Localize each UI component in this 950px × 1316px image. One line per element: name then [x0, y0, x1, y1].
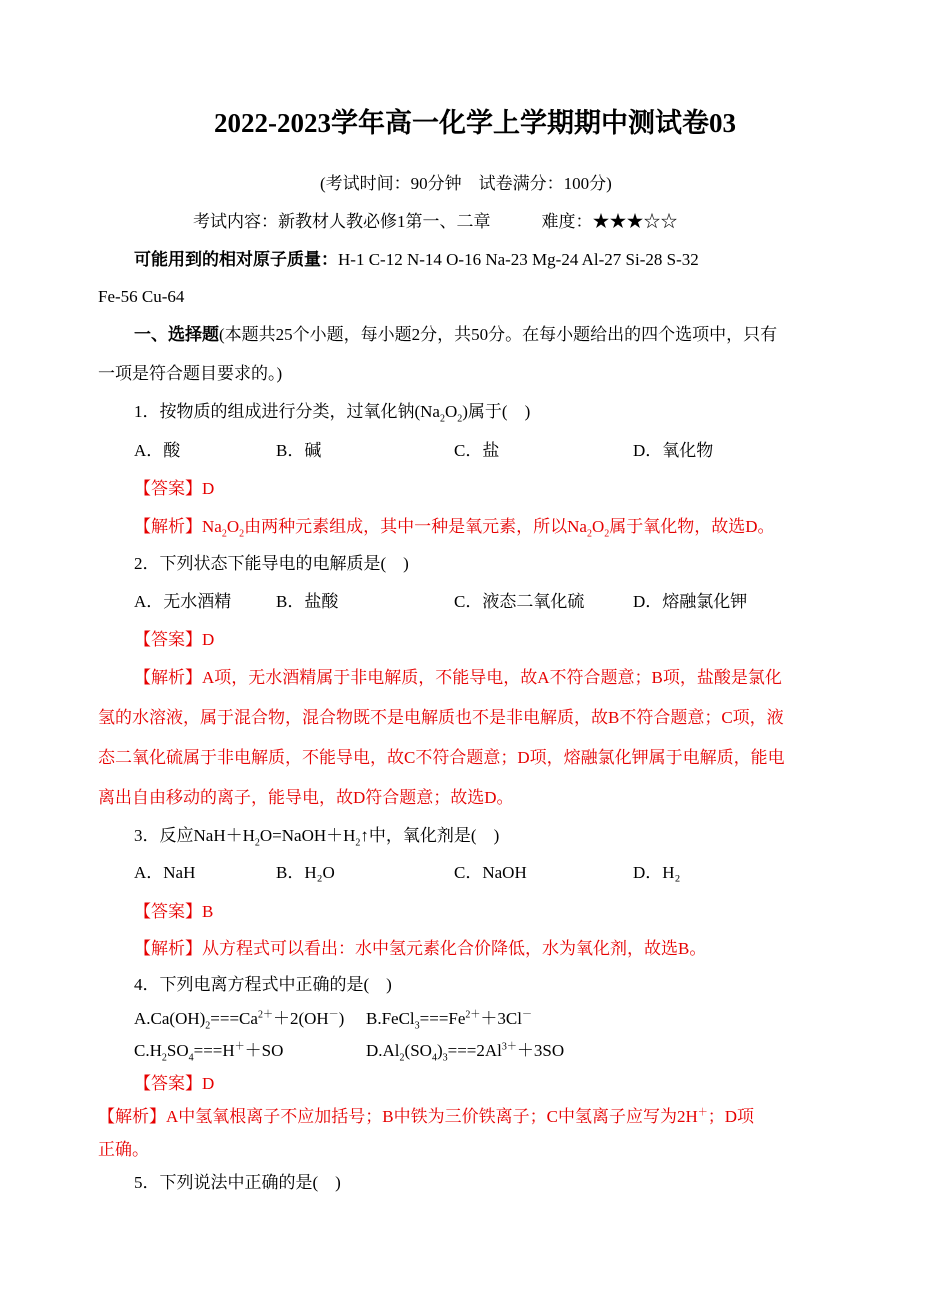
text-line	[134, 1073, 214, 1095]
text-segment: ＋	[234, 1041, 245, 1053]
text-segment: 3	[414, 1020, 420, 1032]
text-segment: 2	[355, 837, 361, 849]
answer-option: A．无水酒精	[134, 592, 232, 611]
text-line	[134, 629, 214, 651]
text-segment: ===H	[193, 1041, 235, 1060]
text-segment: )	[436, 1041, 443, 1060]
text-segment: )属于( )	[462, 402, 531, 421]
text-segment: 3．反应NaH＋H	[134, 826, 255, 845]
answer-option: C．NaOH	[454, 863, 527, 882]
text-segment: 可能用到的相对原子质量：	[134, 250, 338, 269]
text-segment: 2＋	[465, 1009, 481, 1021]
text-line	[366, 1040, 564, 1062]
text-line	[193, 211, 678, 233]
text-segment: O=NaOH＋H	[259, 826, 356, 845]
text-segment: 考试内容：新教材人教必修1第一、二章 难度：★★★☆☆	[193, 212, 678, 231]
answer-option: B．盐酸	[276, 592, 339, 611]
text-segment: 4	[188, 1052, 194, 1064]
text-segment: 4	[431, 1052, 437, 1064]
text-segment: 氢的水溶液，属于混合物，混合物既不是电解质也不是非电解质，故B不符合题意；C项，液	[98, 708, 784, 727]
text-segment: ＋3SO	[516, 1041, 565, 1060]
text-line	[134, 1172, 341, 1194]
text-segment: O	[226, 517, 240, 536]
answer-option: B．碱	[276, 441, 322, 460]
text-segment: B.FeCl	[366, 1009, 415, 1028]
text-line	[134, 901, 213, 923]
text-line	[134, 825, 499, 847]
text-segment: SO	[166, 1041, 189, 1060]
text-segment: 4．下列电离方程式中正确的是( )	[134, 975, 392, 994]
text-segment: ；D项	[707, 1107, 755, 1126]
text-line	[98, 286, 184, 308]
text-segment: 属于氧化物，故选D。	[609, 517, 775, 536]
text-line	[134, 249, 699, 271]
text-segment: 2＋	[257, 1009, 273, 1021]
text-line	[134, 938, 706, 960]
text-segment: 【答案】B	[134, 902, 214, 921]
text-segment: 正确。	[98, 1140, 149, 1159]
text-segment: O	[444, 402, 458, 421]
answer-option: A．NaH	[134, 863, 196, 882]
text-line	[98, 1106, 754, 1128]
answer-option: D．氧化物	[633, 441, 714, 460]
text-line	[98, 1139, 149, 1161]
text-segment: －	[521, 1009, 532, 1021]
text-line	[134, 516, 775, 538]
text-segment: 【答案】D	[134, 479, 215, 498]
text-segment: 2	[457, 413, 463, 425]
text-segment: 2	[586, 528, 592, 540]
text-line	[134, 553, 409, 575]
text-segment: 2	[399, 1052, 405, 1064]
text-segment: ＋SO	[244, 1041, 284, 1060]
text-segment: 离出自由移动的离子，能导电，故D符合题意；故选D。	[98, 788, 514, 807]
text-line	[366, 1008, 532, 1030]
text-line	[134, 1008, 344, 1030]
text-segment: 2	[439, 413, 445, 425]
page-title: 2022-2023学年高一化学上学期期中测试卷03	[214, 108, 736, 138]
text-segment: 态二氧化硫属于非电解质，不能导电，故C不符合题意；D项，熔融氯化钾属于电解质，能电	[98, 748, 785, 767]
text-segment: 3	[442, 1052, 448, 1064]
text-segment: 由两种元素组成，其中一种是氧元素，所以Na	[244, 517, 587, 536]
text-line	[134, 401, 530, 423]
text-line	[98, 787, 514, 809]
answer-option: C．盐	[454, 441, 500, 460]
text-segment: 【解析】Na	[134, 517, 222, 536]
text-segment: ＋2(OH	[272, 1009, 329, 1028]
text-segment: 1．按物质的组成进行分类，过氧化钠(Na	[134, 402, 440, 421]
text-segment: 【解析】A项，无水酒精属于非电解质，不能导电，故A不符合题意；B项，盐酸是氯化	[134, 668, 782, 687]
text-line	[134, 1040, 283, 1062]
text-segment: ↑中，氧化剂是( )	[360, 826, 500, 845]
text-segment: 2．下列状态下能导电的电解质是( )	[134, 554, 409, 573]
answer-option: A．酸	[134, 441, 181, 460]
text-segment: 2	[239, 528, 245, 540]
text-segment: 【解析】从方程式可以看出：水中氢元素化合价降低，水为氧化剂，故选B。	[134, 939, 707, 958]
answer-option: B．H₂O	[276, 863, 335, 882]
text-segment: ＋3Cl	[480, 1009, 522, 1028]
text-segment: ===2Al	[447, 1041, 502, 1060]
text-segment: 3＋	[501, 1041, 517, 1053]
text-segment: 一、选择题	[134, 325, 219, 344]
text-line	[98, 707, 784, 729]
text-line	[98, 363, 282, 385]
text-segment: 2	[161, 1052, 167, 1064]
text-segment: 一项是符合题目要求的。)	[98, 364, 283, 383]
text-segment: H-1 C-12 N-14 O-16 Na-23 Mg-24 Al-27 Si-28 S-32	[338, 250, 699, 269]
text-segment: 2	[221, 528, 227, 540]
text-line	[320, 173, 612, 195]
text-line	[134, 974, 392, 996]
text-line	[134, 478, 214, 500]
text-segment: Fe-56 Cu-64	[98, 287, 185, 306]
text-segment: A.Ca(OH)	[134, 1009, 206, 1028]
text-segment: O	[591, 517, 605, 536]
text-segment: (本题共25个小题，每小题2分，共50分。在每小题给出的四个选项中，只有	[219, 325, 778, 344]
answer-option: D．熔融氯化钾	[633, 592, 748, 611]
text-segment: 2	[254, 837, 260, 849]
text-segment: ＋	[697, 1107, 708, 1119]
text-segment: ===Ca	[210, 1009, 258, 1028]
text-segment: －	[328, 1009, 339, 1021]
text-segment: 【答案】D	[134, 630, 215, 649]
text-segment: 【答案】D	[134, 1074, 215, 1093]
text-segment: )	[338, 1009, 345, 1028]
text-segment: 2	[604, 528, 610, 540]
answer-option: C．液态二氧化硫	[454, 592, 585, 611]
text-segment: D.Al	[366, 1041, 400, 1060]
answer-option: D．H₂	[633, 863, 681, 882]
text-segment: 【解析】A中氢氧根离子不应加括号；B中铁为三价铁离子；C中氢离子应写为2H	[98, 1107, 698, 1126]
text-segment: ===Fe	[419, 1009, 466, 1028]
text-segment: (SO	[404, 1041, 432, 1060]
text-line	[134, 324, 777, 346]
text-segment: 5．下列说法中正确的是( )	[134, 1173, 341, 1192]
text-segment: C.H	[134, 1041, 162, 1060]
text-line	[98, 747, 785, 769]
text-line	[134, 667, 782, 689]
text-segment: (考试时间：90分钟 试卷满分：100分)	[320, 174, 612, 193]
text-segment: 2	[205, 1020, 211, 1032]
